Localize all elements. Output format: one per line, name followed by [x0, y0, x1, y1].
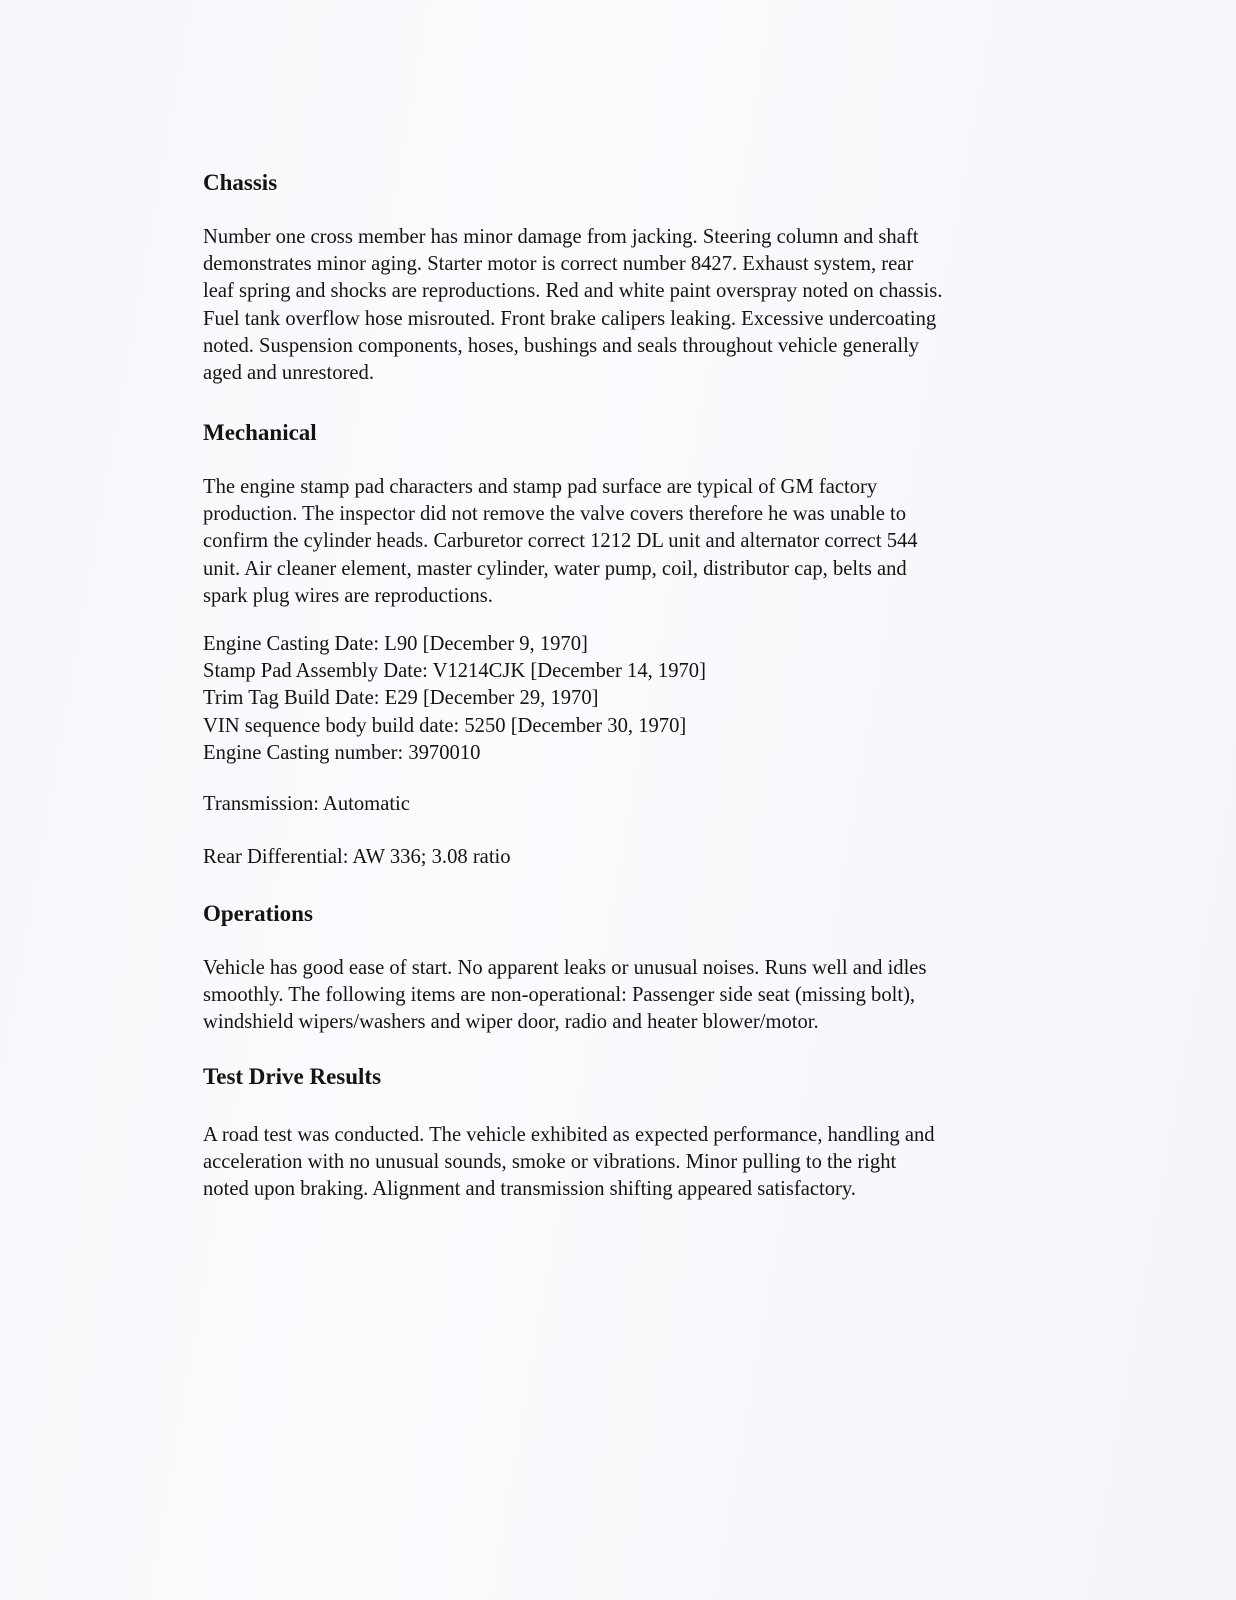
heading-mechanical: Mechanical — [203, 420, 317, 445]
text-line: smoothly. The following items are non-operational: Passenger side seat (missing bolt), — [203, 984, 916, 1007]
text-line: windshield wipers/washers and wiper door, radio and heater blower/motor. — [203, 1011, 819, 1034]
mechanical-details — [203, 631, 706, 767]
text-line: acceleration with no unusual sounds, smoke or vibrations. Minor pulling to the right — [203, 1151, 897, 1174]
trim-tag-build-date: Trim Tag Build Date: E29 [December 29, 1970] — [203, 687, 599, 710]
transmission: Transmission: Automatic — [203, 793, 410, 815]
text-line: Vehicle has good ease of start. No apparent leaks or unusual noises. Runs well and idles — [203, 957, 927, 979]
engine-casting-number: Engine Casting number: 3970010 — [203, 741, 481, 764]
text-line: production. The inspector did not remove the valve covers therefore he was unable to — [203, 503, 907, 526]
text-line: demonstrates minor aging. Starter motor is correct number 8427. Exhaust system, rear — [203, 253, 914, 276]
text-line: A road test was conducted. The vehicle exhibited as expected performance, handling and — [203, 1124, 935, 1146]
rear-differential: Rear Differential: AW 336; 3.08 ratio — [203, 846, 511, 868]
text-line: noted. Suspension components, hoses, bushings and seals throughout vehicle generally — [203, 334, 920, 357]
stamp-pad-assembly-date: Stamp Pad Assembly Date: V1214CJK [December 14, 1970] — [203, 660, 706, 683]
text-line: Fuel tank overflow hose misrouted. Front brake calipers leaking. Excessive undercoating — [203, 307, 937, 330]
text-line: unit. Air cleaner element, master cylinder, water pump, coil, distributor cap, belts and — [203, 557, 907, 580]
text-line: leaf spring and shocks are reproductions. Red and white paint overspray noted on chassis. — [203, 280, 943, 303]
text-line: Number one cross member has minor damage from jacking. Steering column and shaft — [203, 226, 919, 248]
chassis-paragraph — [203, 224, 942, 387]
engine-casting-date: Engine Casting Date: L90 [December 9, 1970] — [203, 633, 588, 655]
text-line: confirm the cylinder heads. Carburetor correct 1212 DL unit and alternator correct 544 — [203, 530, 918, 553]
heading-chassis: Chassis — [203, 170, 278, 195]
heading-operations: Operations — [203, 901, 313, 926]
text-line: spark plug wires are reproductions. — [203, 584, 493, 607]
heading-test-drive-results: Test Drive Results — [203, 1064, 382, 1089]
text-line: The engine stamp pad characters and stamp pad surface are typical of GM factory — [203, 476, 878, 498]
vin-sequence-build-date: VIN sequence body build date: 5250 [December 30, 1970] — [203, 714, 687, 737]
text-line: noted upon braking. Alignment and transmission shifting appeared satisfactory. — [203, 1178, 856, 1201]
test-drive-paragraph — [203, 1122, 935, 1204]
mechanical-paragraph — [203, 474, 918, 610]
text-line: aged and unrestored. — [203, 361, 374, 384]
operations-paragraph — [203, 955, 926, 1037]
